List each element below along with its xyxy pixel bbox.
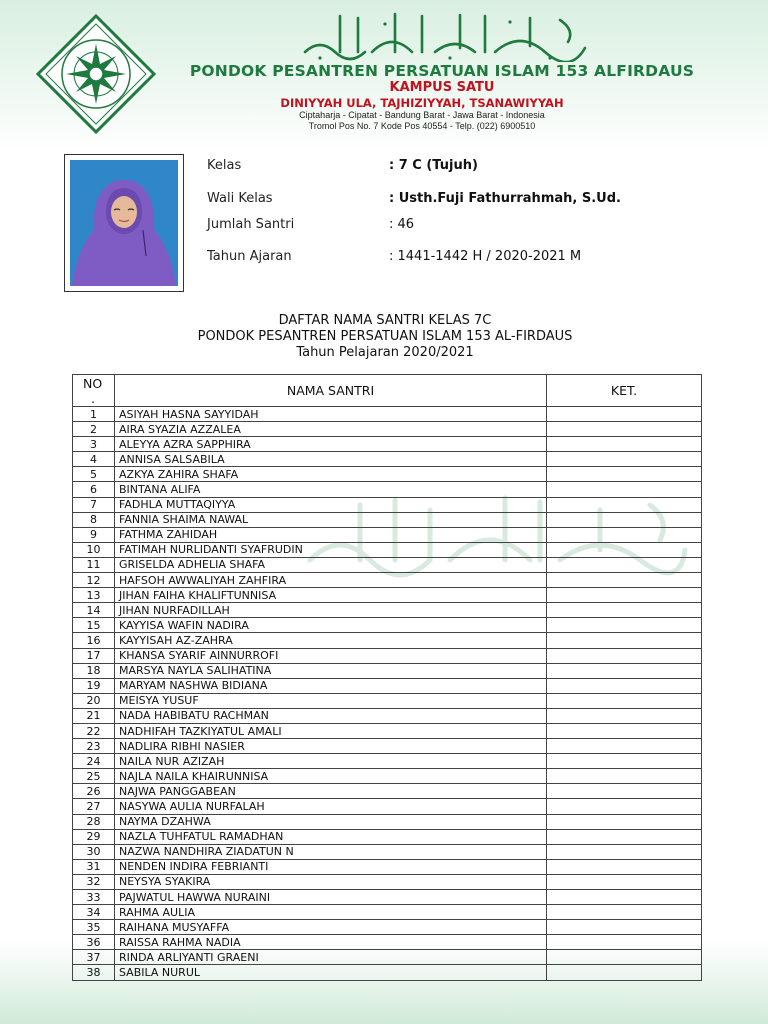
row-number: 12 — [73, 573, 115, 588]
row-number: 13 — [73, 588, 115, 603]
student-name: ANNISA SALSABILA — [115, 452, 547, 467]
student-name: FATHMA ZAHIDAH — [115, 527, 547, 542]
row-number: 19 — [73, 678, 115, 693]
student-name: KHANSA SYARIF AINNURROFI — [115, 648, 547, 663]
row-ket — [547, 829, 702, 844]
column-header-name: NAMA SANTRI — [115, 375, 547, 407]
student-table-body — [73, 407, 702, 981]
table-row — [73, 452, 702, 467]
table-row — [73, 859, 702, 874]
list-academic-year: Tahun Pelajaran 2020/2021 — [296, 345, 474, 360]
row-number: 9 — [73, 527, 115, 542]
student-name: ASIYAH HASNA SAYYIDAH — [115, 407, 547, 422]
row-ket — [547, 482, 702, 497]
row-ket — [547, 663, 702, 678]
row-number: 18 — [73, 663, 115, 678]
student-name: NENDEN INDIRA FEBRIANTI — [115, 859, 547, 874]
row-ket — [547, 467, 702, 482]
table-row — [73, 754, 702, 769]
student-name: NAZWA NANDHIRA ZIADATUN N — [115, 844, 547, 859]
info-label: Kelas — [207, 158, 242, 173]
table-row — [73, 678, 702, 693]
row-number: 21 — [73, 708, 115, 723]
row-ket — [547, 950, 702, 965]
student-name: ALEYYA AZRA SAPPHIRA — [115, 437, 547, 452]
student-name: MARSYA NAYLA SALIHATINA — [115, 663, 547, 678]
student-name: NAILA NUR AZIZAH — [115, 754, 547, 769]
row-ket — [547, 512, 702, 527]
column-header-ket: KET. — [547, 375, 702, 407]
row-ket — [547, 437, 702, 452]
info-label: Wali Kelas — [207, 191, 273, 206]
table-header-row — [73, 375, 702, 407]
student-name: JIHAN FAIHA KHALIFTUNNISA — [115, 588, 547, 603]
student-name: RAISSA RAHMA NADIA — [115, 935, 547, 950]
table-row — [73, 482, 702, 497]
row-number: 34 — [73, 905, 115, 920]
info-label: Tahun Ajaran — [207, 249, 292, 264]
list-title-block — [100, 313, 670, 361]
table-row — [73, 769, 702, 784]
row-number: 17 — [73, 648, 115, 663]
row-number: 14 — [73, 603, 115, 618]
row-ket — [547, 527, 702, 542]
row-number: 25 — [73, 769, 115, 784]
row-ket — [547, 920, 702, 935]
student-name: FANNIA SHAIMA NAWAL — [115, 512, 547, 527]
info-value: : 7 C (Tujuh) — [389, 158, 478, 173]
table-row — [73, 784, 702, 799]
table-row — [73, 663, 702, 678]
table-row — [73, 844, 702, 859]
row-number: 29 — [73, 829, 115, 844]
row-number: 4 — [73, 452, 115, 467]
table-row — [73, 935, 702, 950]
info-value: : 1441-1442 H / 2020-2021 M — [389, 249, 582, 264]
table-row — [73, 739, 702, 754]
row-number: 6 — [73, 482, 115, 497]
row-ket — [547, 693, 702, 708]
row-ket — [547, 769, 702, 784]
campus-name: KAMPUS SATU — [389, 80, 495, 95]
row-number: 22 — [73, 723, 115, 738]
student-name: KAYYISAH AZ-ZAHRA — [115, 633, 547, 648]
student-name: BINTANA ALIFA — [115, 482, 547, 497]
info-row-jumlah-santri — [207, 217, 707, 239]
row-number: 15 — [73, 618, 115, 633]
row-ket — [547, 452, 702, 467]
row-ket — [547, 935, 702, 950]
row-ket — [547, 799, 702, 814]
row-ket — [547, 588, 702, 603]
row-number: 20 — [73, 693, 115, 708]
student-name: RAIHANA MUSYAFFA — [115, 920, 547, 935]
table-row — [73, 512, 702, 527]
table-row — [73, 542, 702, 557]
table-row — [73, 905, 702, 920]
table-row — [73, 693, 702, 708]
row-number: 8 — [73, 512, 115, 527]
row-ket — [547, 422, 702, 437]
student-name: NADHIFAH TAZKIYATUL AMALI — [115, 723, 547, 738]
column-header-no-line1: NO — [83, 376, 103, 391]
row-number: 24 — [73, 754, 115, 769]
table-row — [73, 829, 702, 844]
student-name: GRISELDA ADHELIA SHAFA — [115, 557, 547, 572]
row-ket — [547, 603, 702, 618]
table-row — [73, 965, 702, 980]
info-row-wali-kelas — [207, 191, 707, 213]
student-name: NADA HABIBATU RACHMAN — [115, 708, 547, 723]
student-name: AIRA SYAZIA AZZALEA — [115, 422, 547, 437]
row-number: 10 — [73, 542, 115, 557]
row-number: 23 — [73, 739, 115, 754]
row-ket — [547, 859, 702, 874]
row-number: 3 — [73, 437, 115, 452]
table-row — [73, 437, 702, 452]
teacher-photo-frame — [64, 154, 184, 292]
row-ket — [547, 678, 702, 693]
row-number: 32 — [73, 874, 115, 889]
info-label: Jumlah Santri — [207, 217, 295, 232]
student-name: NAZLA TUHFATUL RAMADHAN — [115, 829, 547, 844]
row-ket — [547, 497, 702, 512]
info-value: : 46 — [389, 217, 415, 232]
row-ket — [547, 890, 702, 905]
student-name: NEYSYA SYAKIRA — [115, 874, 547, 889]
row-ket — [547, 573, 702, 588]
student-name: FADHLA MUTTAQIYYA — [115, 497, 547, 512]
row-number: 35 — [73, 920, 115, 935]
student-name: JIHAN NURFADILLAH — [115, 603, 547, 618]
row-number: 7 — [73, 497, 115, 512]
table-row — [73, 950, 702, 965]
table-row — [73, 890, 702, 905]
table-row — [73, 407, 702, 422]
student-name: RINDA ARLIYANTI GRAENI — [115, 950, 547, 965]
info-value: : Usth.Fuji Fathurrahmah, S.Ud. — [389, 191, 621, 206]
row-ket — [547, 407, 702, 422]
education-levels: DINIYYAH ULA, TAJHIZIYYAH, TSANAWIYYAH — [280, 96, 564, 110]
student-name: MEISYA YUSUF — [115, 693, 547, 708]
row-ket — [547, 754, 702, 769]
row-number: 16 — [73, 633, 115, 648]
info-row-kelas — [207, 158, 707, 180]
row-number: 28 — [73, 814, 115, 829]
student-name: PAJWATUL HAWWA NURAINI — [115, 890, 547, 905]
row-ket — [547, 542, 702, 557]
table-row — [73, 588, 702, 603]
student-name: HAFSOH AWWALIYAH ZAHFIRA — [115, 573, 547, 588]
row-number: 33 — [73, 890, 115, 905]
column-header-no — [73, 375, 115, 407]
table-row — [73, 603, 702, 618]
table-row — [73, 497, 702, 512]
row-ket — [547, 874, 702, 889]
table-row — [73, 920, 702, 935]
teacher-photo — [70, 160, 178, 286]
table-row — [73, 648, 702, 663]
student-name: NAJWA PANGGABEAN — [115, 784, 547, 799]
student-table — [72, 374, 702, 981]
table-row — [73, 422, 702, 437]
row-ket — [547, 965, 702, 980]
row-ket — [547, 784, 702, 799]
student-name: NADLIRA RIBHI NASIER — [115, 739, 547, 754]
student-name: NAJLA NAILA KHAIRUNNISA — [115, 769, 547, 784]
table-row — [73, 708, 702, 723]
student-name: KAYYISA WAFIN NADIRA — [115, 618, 547, 633]
table-row — [73, 557, 702, 572]
school-logo — [36, 14, 156, 134]
table-row — [73, 618, 702, 633]
table-row — [73, 527, 702, 542]
column-header-no-line2: . — [91, 391, 95, 406]
row-ket — [547, 814, 702, 829]
row-number: 37 — [73, 950, 115, 965]
row-ket — [547, 708, 702, 723]
row-number: 26 — [73, 784, 115, 799]
row-number: 36 — [73, 935, 115, 950]
info-row-tahun-ajaran — [207, 249, 707, 271]
student-name: RAHMA AULIA — [115, 905, 547, 920]
institution-name: PONDOK PESANTREN PERSATUAN ISLAM 153 ALFIRDAUS — [189, 62, 695, 80]
student-name: AZKYA ZAHIRA SHAFA — [115, 467, 547, 482]
row-ket — [547, 739, 702, 754]
address-line-1: Ciptaharja - Cipatat - Bandung Barat - Jawa Barat - Indonesia — [299, 110, 545, 120]
row-number: 2 — [73, 422, 115, 437]
row-number: 11 — [73, 557, 115, 572]
student-name: NASYWA AULIA NURFALAH — [115, 799, 547, 814]
row-number: 38 — [73, 965, 115, 980]
address-line-2: Tromol Pos No. 7 Kode Pos 40554 - Telp. (022) 6900510 — [308, 121, 536, 131]
student-name: FATIMAH NURLIDANTI SYAFRUDIN — [115, 542, 547, 557]
student-name: SABILA NURUL — [115, 965, 547, 980]
row-number: 31 — [73, 859, 115, 874]
list-title: DAFTAR NAMA SANTRI KELAS 7C — [278, 313, 492, 328]
row-number: 1 — [73, 407, 115, 422]
row-ket — [547, 723, 702, 738]
row-ket — [547, 905, 702, 920]
table-row — [73, 874, 702, 889]
table-row — [73, 723, 702, 738]
table-row — [73, 467, 702, 482]
row-number: 30 — [73, 844, 115, 859]
table-row — [73, 573, 702, 588]
arabic-calligraphy-title — [300, 10, 590, 62]
table-row — [73, 814, 702, 829]
row-number: 27 — [73, 799, 115, 814]
student-name: MARYAM NASHWA BIDIANA — [115, 678, 547, 693]
row-ket — [547, 844, 702, 859]
student-name: NAYMA DZAHWA — [115, 814, 547, 829]
row-ket — [547, 648, 702, 663]
table-row — [73, 799, 702, 814]
row-ket — [547, 618, 702, 633]
list-subtitle: PONDOK PESANTREN PERSATUAN ISLAM 153 AL-FIRDAUS — [197, 329, 573, 344]
row-ket — [547, 633, 702, 648]
table-row — [73, 633, 702, 648]
row-ket — [547, 557, 702, 572]
row-number: 5 — [73, 467, 115, 482]
